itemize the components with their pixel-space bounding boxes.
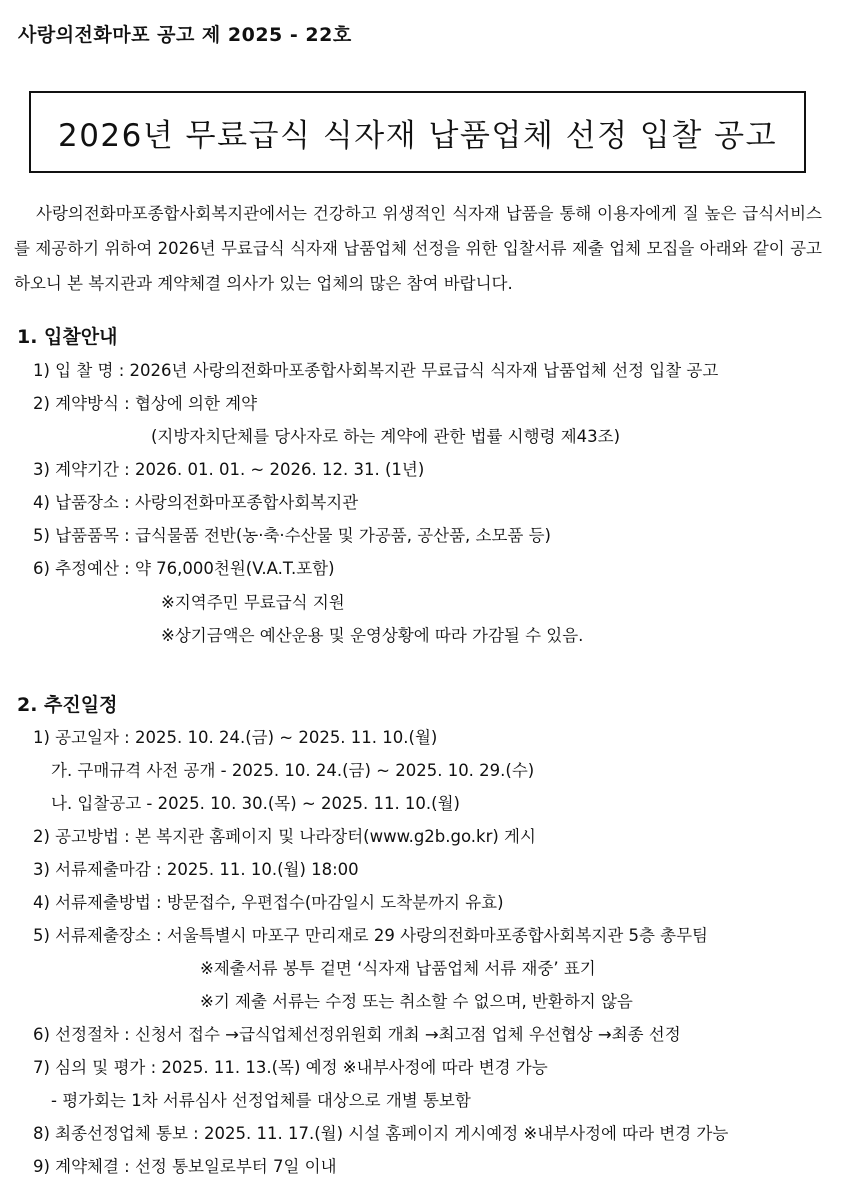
notice-period-line: 1) 공고일자 : 2025. 10. 24.(금) ~ 2025. 11. 10.(월) [33, 728, 438, 747]
submission-note-2: ※기 제출 서류는 수정 또는 취소할 수 없으며, 반환하지 않음 [200, 992, 633, 1011]
section-heading-bid-info: 1. 입찰안내 [17, 326, 118, 348]
final-notification-line: 8) 최종선정업체 통보 : 2025. 11. 17.(월) 시설 홈페이지 게시예정 ※내부사정에 따라 변경 가능 [33, 1124, 729, 1143]
title-box [29, 91, 806, 173]
intro-paragraph [14, 196, 822, 301]
submission-note-1: ※제출서류 봉투 겉면 ‘식자재 납품업체 서류 재중’ 표기 [200, 959, 596, 978]
delivery-items-line: 5) 납품품목 : 급식물품 전반(농·축·수산물 및 가공품, 공산품, 소모품 등) [33, 526, 551, 545]
notice-period-sub-a: 가. 구매규격 사전 공개 - 2025. 10. 24.(금) ~ 2025. 10. 29.(수) [51, 761, 535, 780]
submission-deadline-line: 3) 서류제출마감 : 2025. 11. 10.(월) 18:00 [33, 860, 359, 879]
contract-method-line: 2) 계약방식 : 협상에 의한 계약 [33, 394, 258, 413]
submission-place-line: 5) 서류제출장소 : 서울특별시 마포구 만리재로 29 사랑의전화마포종합사회복지관 5층 총무팀 [33, 926, 708, 945]
estimated-budget-line: 6) 추정예산 : 약 76,000천원(V.A.T.포함) [33, 559, 335, 578]
budget-note-1: ※지역주민 무료급식 지원 [161, 593, 345, 612]
review-evaluation-note: - 평가회는 1차 서류심사 선정업체를 대상으로 개별 통보함 [51, 1091, 471, 1110]
budget-note-2: ※상기금액은 예산운용 및 운영상황에 따라 가감될 수 있음. [161, 626, 584, 645]
review-evaluation-line: 7) 심의 및 평가 : 2025. 11. 13.(목) 예정 ※내부사정에 따라 변경 가능 [33, 1058, 548, 1077]
notice-method-line: 2) 공고방법 : 본 복지관 홈페이지 및 나라장터(www.g2b.go.kr) 게시 [33, 827, 536, 846]
delivery-place-line: 4) 납품장소 : 사랑의전화마포종합사회복지관 [33, 493, 359, 512]
document-title: 2026년 무료급식 식자재 납품업체 선정 입찰 공고 [57, 117, 778, 154]
contract-signing-line: 9) 계약체결 : 선정 통보일로부터 7일 이내 [33, 1157, 337, 1176]
notice-period-sub-b: 나. 입찰공고 - 2025. 10. 30.(목) ~ 2025. 11. 10.(월) [51, 794, 460, 813]
notice-number: 사랑의전화마포 공고 제 2025 - 22호 [18, 24, 352, 46]
intro-text: 사랑의전화마포종합사회복지관에서는 건강하고 위생적인 식자재 납품을 통해 이용자에게 질 높은 급식서비스를 제공하기 위하여 2026년 무료급식 식자재 납품업체 선정을 위한 입찰서류 제출 업체 모집을 아래와 같이 공고하오니 본 복지관과 계약체결 의사가 있는 업체의 많은 참여 바랍니다. [14, 204, 822, 293]
selection-procedure-line: 6) 선정절차 : 신청서 접수 →급식업체선정위원회 개최 →최고점 업체 우선협상 →최종 선정 [33, 1025, 681, 1044]
section-heading-schedule: 2. 추진일정 [17, 694, 118, 716]
contract-method-note: (지방자치단체를 당사자로 하는 계약에 관한 법률 시행령 제43조) [151, 427, 621, 446]
bid-name-line: 1) 입 찰 명 : 2026년 사랑의전화마포종합사회복지관 무료급식 식자재 납품업체 선정 입찰 공고 [33, 361, 719, 380]
contract-period-line: 3) 계약기간 : 2026. 01. 01. ~ 2026. 12. 31. (1년) [33, 460, 425, 479]
submission-method-line: 4) 서류제출방법 : 방문접수, 우편접수(마감일시 도착분까지 유효) [33, 893, 504, 912]
